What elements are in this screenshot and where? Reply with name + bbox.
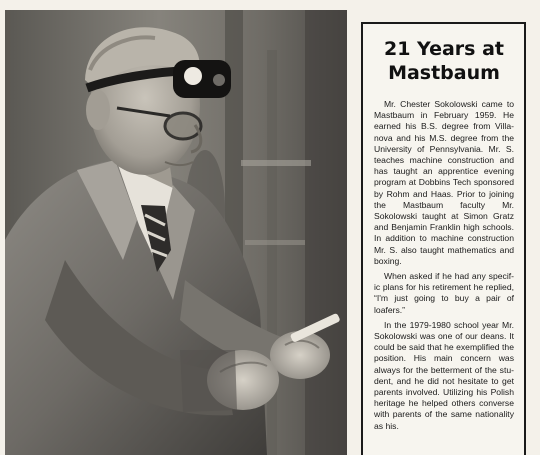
article-title-line-1: 21 Years at xyxy=(384,38,504,60)
article-paragraph-3: In the 1979-1980 school year Mr. Sokolowski was one of our deans. It could be said that he exemplified the position. His main concern was always for the betterment of the student, and he did not hesitate to get parents involved. Utilizing his Polish heritage he helped others converse with parents of the same nationality as his. xyxy=(374,319,514,431)
teacher-photo xyxy=(5,10,347,455)
article-paragraph-2: When asked if he had any specific plans for his retirement he replied, “I'm just going to buy a pair of loafers.” xyxy=(374,271,514,315)
article-paragraph-1: Mr. Chester Sokolowski came to Mastbaum in February 1959. He earned his B.S. degree from Villanova and his M.S. degree from the University of Pennsylvania. Mr. S. teaches machine construction and has taught an apprentice evening program at Dobbins Tech sponsored by Rohm and Haas. Prior to joining the Mastbaum faculty Mr. Sokolowski taught at Simon Gratz and Benjamin Franklin high schools. In addition to machine construction Mr. S. also taught mathematics and boxing. xyxy=(374,99,514,266)
article-title xyxy=(374,37,514,85)
article-box xyxy=(361,22,526,455)
teacher-photo-illustration xyxy=(5,10,347,455)
article-title-line-2: Mastbaum xyxy=(388,62,500,84)
article-body xyxy=(374,99,514,432)
